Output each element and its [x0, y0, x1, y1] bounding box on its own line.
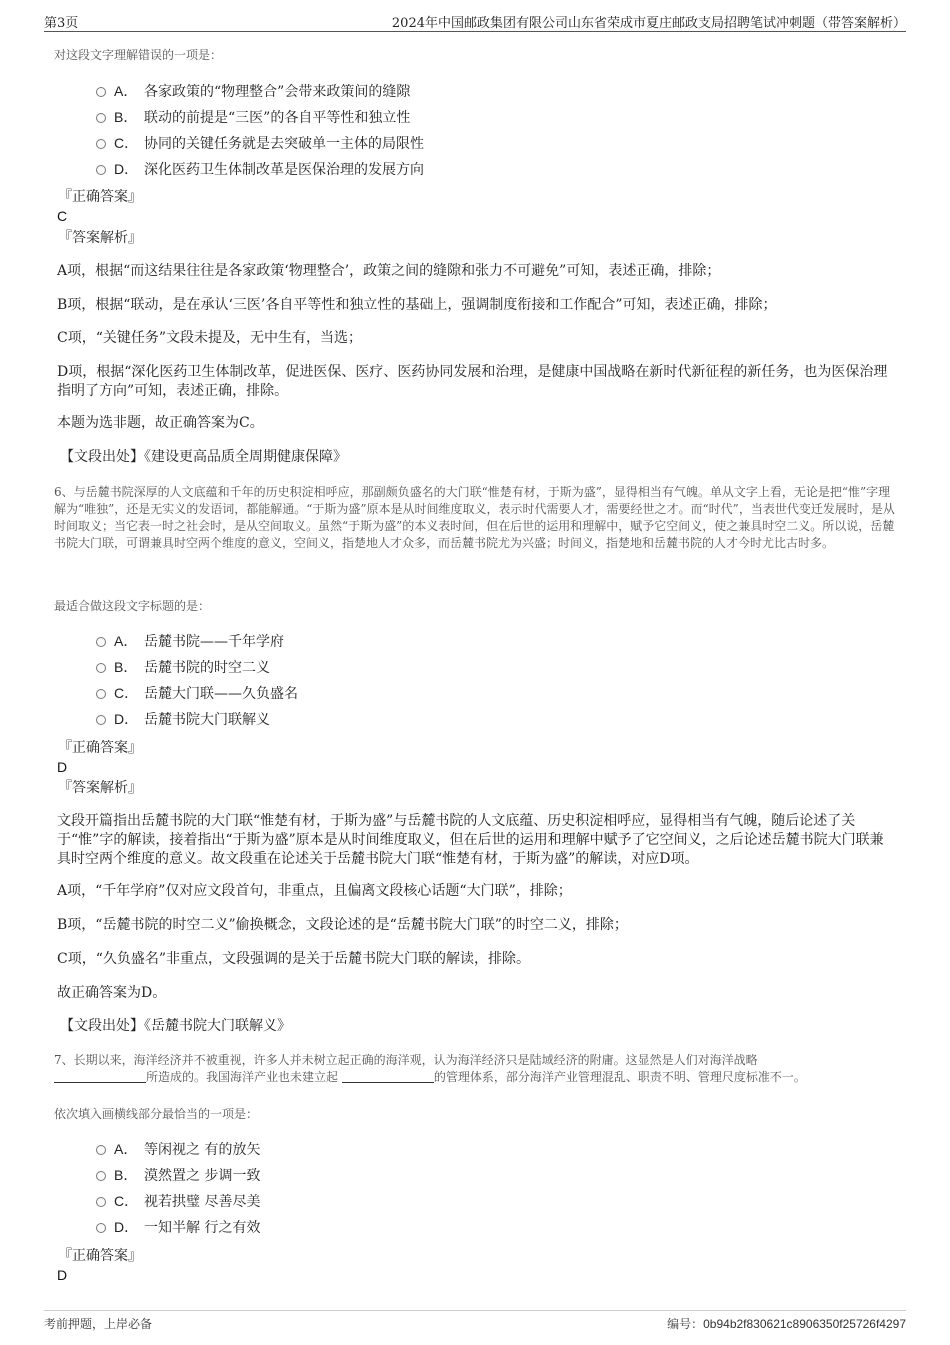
q6-option-c[interactable]: C． 岳麓大门联——久负盛名	[96, 682, 298, 704]
q5-option-c[interactable]: C． 协同的关键任务就是去突破单一主体的局限性	[96, 132, 424, 154]
page-footer	[44, 1310, 906, 1338]
document-id: 编号：0b94b2f830621c8906350f25726f4297	[667, 1317, 906, 1331]
q5-analysis-c: C项，“关键任务”文段未提及，无中生有，当选；	[57, 330, 363, 346]
q5-answer: C	[57, 208, 68, 224]
document-title: 2024年中国邮政集团有限公司山东省荣成市夏庄邮政支局招聘笔试冲刺题（带答案解析）	[391, 16, 906, 31]
radio-icon[interactable]	[96, 689, 106, 699]
radio-icon[interactable]	[96, 1171, 106, 1181]
q5-option-a[interactable]: A． 各家政策的“物理整合”会带来政策间的缝隙	[96, 80, 410, 102]
q6-analysis-a: A项，“千年学府”仅对应文段首句，非重点，且偏离文段核心话题“大门联”，排除；	[57, 883, 572, 899]
q5-prompt: 对这段文字理解错误的一项是：	[54, 48, 223, 62]
blank-1	[54, 1069, 146, 1083]
page-header	[44, 10, 906, 32]
radio-icon[interactable]	[96, 87, 106, 97]
radio-icon[interactable]	[96, 139, 106, 149]
q6-analysis-main: 文段开篇指出岳麓书院的大门联“惟楚有材，于斯为盛”与岳麓书院的人文底蕴、历史积淀相呼应，显得相当有气魄，随后论述了关于“惟”字的解读，接着指出“于斯为盛”原本是从时间维度取义，但在后世的运用和理解中赋予了它空间义，之后论述岳麓书院大门联兼具时空两个维度的意义。故文段重在论述关于岳麓书院大门联“惟楚有材，于斯为盛”的解读，对应D项。	[57, 813, 884, 867]
q7-answer-tag: 『正确答案』	[58, 1248, 142, 1264]
q6-option-d[interactable]: D． 岳麓书院大门联解义	[96, 708, 270, 730]
footer-slogan: 考前押题，上岸必备	[44, 1317, 153, 1331]
radio-icon[interactable]	[96, 1223, 106, 1233]
q7-option-c[interactable]: C． 视若拱璧 尽善尽美	[96, 1190, 260, 1212]
q6-analysis-tag: 『答案解析』	[58, 780, 142, 796]
q6-stem: 6、与岳麓书院深厚的人文底蕴和千年的历史积淀相呼应，那副颇负盛名的大门联“惟楚有材，于斯为盛”，显得相当有气魄。单从文字上看，无论是把“惟”字理解为“唯独”，还是无实义的发语词，都能解通。“于斯为盛”原本是从时间维度取义，表示时代需要人才，需要经世之才。而“时代”，当表世代变迁发展时，是从时间取义；当它表一时之社会时，是从空间取义。虽然“于斯为盛”的本义表时间，但在后世的运用和理解中，赋予它空间义，使之兼具时空二义。所以说，岳麓书院大门联，可谓兼具时空两个维度的意义，空间义，指楚地人才众多，而岳麓书院尤为兴盛；时间义，指楚地和岳麓书院的人才今时尤比古时多。	[54, 485, 895, 550]
q5-analysis-b: B项，根据“联动，是在承认‘三医’各自平等性和独立性的基础上，强调制度衔接和工作配合”可知，表述正确，排除；	[57, 297, 777, 313]
q5-conclusion: 本题为选非题，故正确答案为C。	[57, 415, 264, 431]
radio-icon[interactable]	[96, 637, 106, 647]
q6-prompt: 最适合做这段文字标题的是：	[54, 599, 211, 613]
radio-icon[interactable]	[96, 165, 106, 175]
radio-icon[interactable]	[96, 1145, 106, 1155]
q6-analysis-c: C项，“久负盛名”非重点，文段强调的是关于岳麓书院大门联的解读，排除。	[57, 951, 531, 967]
q7-option-b[interactable]: B． 漠然置之 步调一致	[96, 1164, 260, 1186]
q7-answer: D	[57, 1267, 68, 1283]
q6-source: 【文段出处】《岳麓书院大门联解义》	[60, 1018, 291, 1034]
q6-option-a[interactable]: A． 岳麓书院——千年学府	[96, 630, 284, 652]
radio-icon[interactable]	[96, 1197, 106, 1207]
q6-conclusion: 故正确答案为D。	[57, 985, 167, 1001]
q5-option-b[interactable]: B． 联动的前提是“三医”的各自平等性和独立性	[96, 106, 410, 128]
q7-prompt: 依次填入画横线部分最恰当的一项是：	[54, 1107, 259, 1121]
q5-source: 【文段出处】《建设更高品质全周期健康保障》	[60, 449, 347, 465]
radio-icon[interactable]	[96, 715, 106, 725]
q6-answer: D	[57, 759, 68, 775]
q6-option-b[interactable]: B． 岳麓书院的时空二义	[96, 656, 270, 678]
q5-option-d[interactable]: D． 深化医药卫生体制改革是医保治理的发展方向	[96, 158, 424, 180]
q7-option-a[interactable]: A． 等闲视之 有的放矢	[96, 1138, 260, 1160]
radio-icon[interactable]	[96, 113, 106, 123]
q5-analysis-d: D项，根据“深化医药卫生体制改革，促进医保、医疗、医药协同发展和治理，是健康中国战略在新时代新征程的新任务，也为医保治理指明了方向”可知，表述正确，排除。	[57, 364, 888, 399]
q7-option-d[interactable]: D． 一知半解 行之有效	[96, 1216, 260, 1238]
q6-analysis-b: B项，“岳麓书院的时空二义”偷换概念，文段论述的是“岳麓书院大门联”的时空二义，排除；	[57, 917, 628, 933]
q5-analysis-a: A项，根据“而这结果往往是各家政策‘物理整合’，政策之间的缝隙和张力不可避免”可知，表述正确，排除；	[57, 263, 721, 279]
q6-answer-tag: 『正确答案』	[58, 740, 142, 756]
blank-2	[342, 1069, 434, 1083]
q5-analysis-tag: 『答案解析』	[58, 230, 142, 246]
q5-answer-tag: 『正确答案』	[58, 189, 142, 205]
radio-icon[interactable]	[96, 663, 106, 673]
page-number: 第3页	[44, 16, 79, 31]
q7-stem: 7、长期以来，海洋经济并不被重视，许多人并未树立起正确的海洋观，认为海洋经济只是陆域经济的附庸。这显然是人们对海洋战略 所造成的。我国海洋产业也未建立起 的管理体系，部分海洋产业管理混乱、职责不明、管理尺度标准不一。	[54, 1053, 806, 1084]
